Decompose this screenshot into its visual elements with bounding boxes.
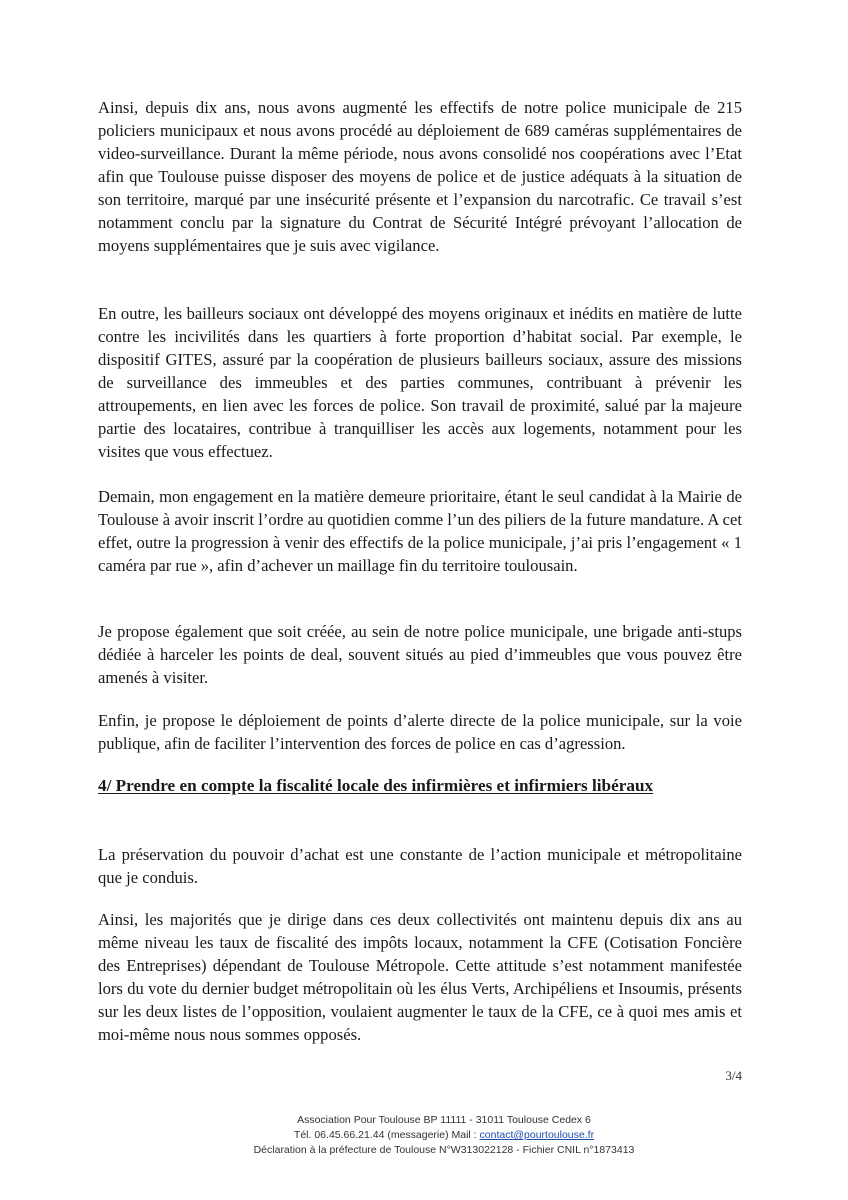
paragraph-engagement-demain	[98, 485, 742, 577]
footer-declaration: Déclaration à la préfecture de Toulouse N°W313022128 - Fichier CNIL n°1873413	[253, 1144, 635, 1156]
paragraph-text: La préservation du pouvoir d’achat est une constante de l’action municipale et métropolitaine que je conduis.	[98, 845, 742, 887]
paragraph-text: En outre, les bailleurs sociaux ont développé des moyens originaux et inédits en matière de lutte contre les incivilités dans les quartiers à forte proportion d’habitat social. Par exemple, le dispositif GITES, assuré par la coopération de plusieurs bailleurs sociaux, assure des missions de surveillance des immeubles et des parties communes, contribuant à prévenir les attroupements, en lien avec les forces de police. Son travail de proximité, salué par la majeure partie des locataires, contribue à tranquilliser les accès aux logements, notamment pour les visites que vous effectuez.	[98, 304, 742, 461]
paragraph-text: Enfin, je propose le déploiement de points d’alerte directe de la police municipale, sur la voie publique, afin de faciliter l’intervention des forces de police en cas d’agression.	[98, 711, 742, 753]
page-number: 3/4	[725, 1068, 742, 1083]
paragraph-text: Ainsi, les majorités que je dirige dans ces deux collectivités ont maintenu depuis dix ans au même niveau les taux de fiscalité des impôts locaux, notamment la CFE (Cotisation Foncière des Entreprises) dépendant de Toulouse Métropole. Cette attitude s’est notamment manifestée lors du vote du dernier budget métropolitain où les élus Verts, Archipéliens et Insoumis, présents sur les deux listes de l’opposition, voulaient augmenter le taux de la CFE, ce à quoi mes amis et moi-même nous nous sommes opposés.	[98, 910, 742, 1044]
paragraph-bailleurs-sociaux	[98, 302, 742, 463]
paragraph-points-alerte	[98, 709, 742, 755]
footer-phone: Tél. 06.45.66.21.44 (messagerie) Mail :	[293, 1129, 480, 1141]
paragraph-text: Demain, mon engagement en la matière demeure prioritaire, étant le seul candidat à la Mairie de Toulouse à avoir inscrit l’ordre au quotidien comme l’un des piliers de la future mandature. A cet effet, outre la progression à venir des effectifs de la police municipale, j’ai pris l’engagement « 1 caméra par rue », afin d’achever un maillage fin du territoire toulousain.	[98, 487, 742, 575]
paragraph-taux-fiscalite	[98, 908, 742, 1046]
paragraph-brigade-anti-stups	[98, 620, 742, 689]
paragraph-text: Ainsi, depuis dix ans, nous avons augmenté les effectifs de notre police municipale de 215 policiers municipaux et nous avons procédé au déploiement de 689 caméras supplémentaires de video-surveillance. Durant la même période, nous avons consolidé nos coopérations avec l’Etat afin que Toulouse puisse disposer des moyens de police et de justice adéquats à la situation de son territoire, marqué par une insécurité présente et l’expansion du narcotrafic. Ce travail s’est notamment conclu par la signature du Contrat de Sécurité Intégré prévoyant l’allocation de moyens supplémentaires que je suis avec vigilance.	[98, 98, 742, 255]
paragraph-pouvoir-achat	[98, 843, 742, 889]
footer-email-link[interactable]: contact@pourtoulouse.fr	[479, 1129, 595, 1141]
footer	[0, 1113, 848, 1158]
paragraph-text: Je propose également que soit créée, au sein de notre police municipale, une brigade anti-stups dédiée à harceler les points de deal, souvent situés au pied d’immeubles que vous pouvez être amenés à visiter.	[98, 622, 742, 687]
footer-contact	[40, 1128, 848, 1143]
paragraph-police-effectifs	[98, 96, 742, 257]
footer-address: Association Pour Toulouse BP 11111 - 31011 Toulouse Cedex 6	[297, 1114, 591, 1126]
section-heading-fiscalite: 4/ Prendre en compte la fiscalité locale des infirmières et infirmiers libéraux	[98, 776, 654, 795]
